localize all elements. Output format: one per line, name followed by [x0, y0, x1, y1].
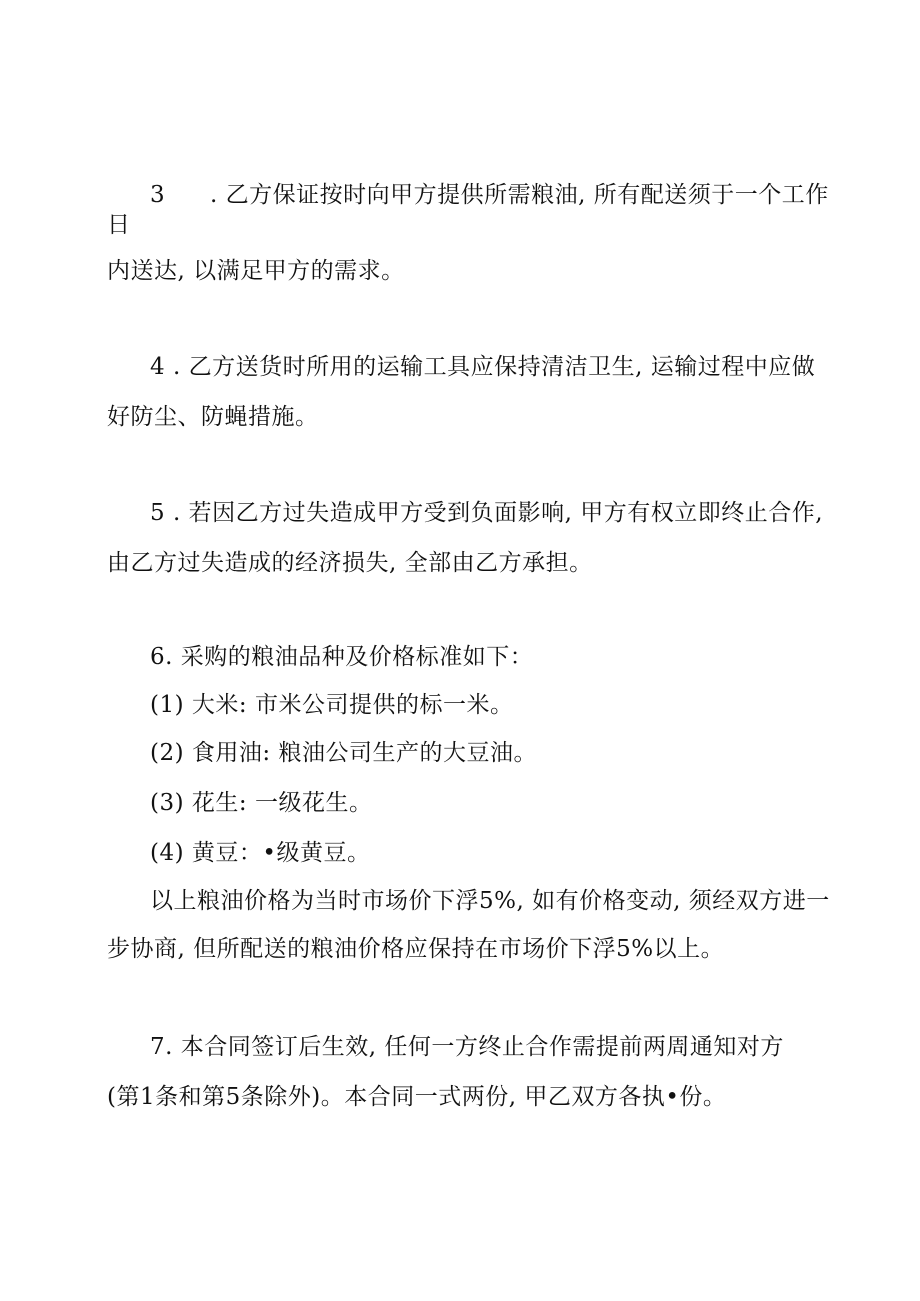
clause6-item-3: (3) 花生: 一级花生。 — [150, 790, 373, 816]
clause6-price-line2: 步协商, 但所配送的粮油价格应保持在市场价下浮5%以上。 — [107, 936, 725, 962]
clause5-line1: 5 . 若因乙方过失造成甲方受到负面影响, 甲方有权立即终止合作, — [150, 500, 823, 526]
clause7-line2: (第1条和第5条除外)。本合同一式两份, 甲乙双方各执•份。 — [107, 1084, 727, 1110]
clause3-line1: . 乙方保证按时向甲方提供所需粮油, 所有配送须于一个工作 — [210, 182, 829, 208]
clause6-intro: 6. 采购的粮油品种及价格标准如下： — [150, 644, 534, 670]
clause3-line3: 内送达, 以满足甲方的需求。 — [107, 258, 405, 284]
clause6-price-line1: 以上粮油价格为当时市场价下浮5%, 如有价格变动, 须经双方进一 — [150, 888, 830, 914]
clause5-line2: 由乙方过失造成的经济损失, 全部由乙方承担。 — [107, 550, 593, 576]
clause3-line2: 日 — [107, 212, 131, 238]
clause4-line2: 好防尘、防蝇措施。 — [107, 404, 319, 430]
clause6-item-4: (4) 黄豆：•级黄豆。 — [150, 840, 371, 866]
clause4-line1: 4 . 乙方送货时所用的运输工具应保持清洁卫生, 运输过程中应做 — [150, 354, 816, 380]
clause6-item-2: (2) 食用油: 粮油公司生产的大豆油。 — [150, 740, 537, 766]
clause3-number: 3 — [150, 182, 165, 208]
clause7-line1: 7. 本合同签订后生效, 任何一方终止合作需提前两周通知对方 — [150, 1034, 784, 1060]
clause6-item-1: (1) 大米: 市米公司提供的标一米。 — [150, 692, 514, 718]
